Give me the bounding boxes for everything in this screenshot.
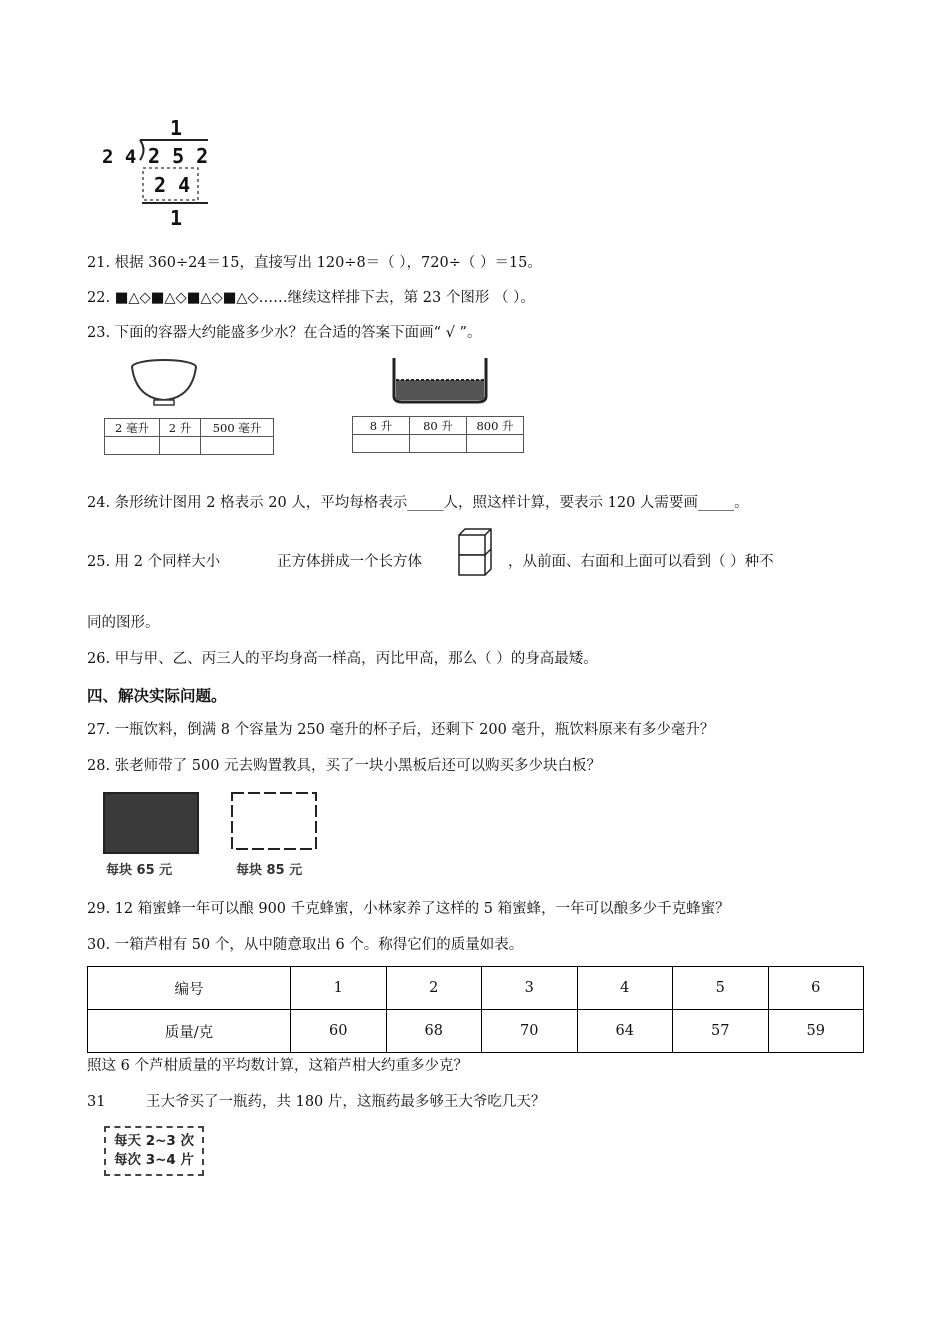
bowl-answer-cell[interactable] (105, 437, 160, 455)
question-30: 30. 一箱芦柑有 50 个，从中随意取出 6 个。称得它们的质量如表。 (87, 937, 524, 953)
table-cell: 4 (577, 967, 673, 1010)
bowl-option: 2 升 (160, 419, 201, 437)
question-25-part4: 同的图形。 (87, 615, 160, 631)
table-cell: 59 (768, 1010, 864, 1053)
division-dividend: 2 5 2 (148, 144, 209, 168)
question-31: 王大爷买了一瓶药，共 180 片，这瓶药最多够王大爷吃几天？ (146, 1094, 546, 1110)
division-remainder: 1 (170, 206, 183, 230)
long-division-figure (100, 118, 220, 233)
dosage-label (104, 1126, 204, 1176)
bowl-answer-cell[interactable] (160, 437, 201, 455)
table-cell: 3 (482, 967, 578, 1010)
division-boxed-product: 2 4 (154, 173, 191, 197)
dosage-line: 每次 3~4 片 (114, 1152, 194, 1168)
tank-option: 8 升 (353, 417, 410, 435)
tank-answer-cell[interactable] (467, 435, 524, 453)
tank-answer-cell[interactable] (353, 435, 410, 453)
question-21: 21. 根据 360÷24＝15，直接写出 120÷8＝（ ），720÷（ ）＝15。 (87, 255, 542, 271)
table-row (88, 967, 864, 1010)
tank-option: 80 升 (410, 417, 467, 435)
table-cell: 70 (482, 1010, 578, 1053)
blackboard-price: 每块 65 元 (106, 863, 173, 878)
table-cell: 60 (291, 1010, 387, 1053)
table-cell: 64 (577, 1010, 673, 1053)
table-cell: 57 (673, 1010, 769, 1053)
row-header: 编号 (88, 967, 291, 1010)
question-25-part1: 25. 用 2 个同样大小 (87, 554, 221, 570)
bowl-option: 2 毫升 (105, 419, 160, 437)
whiteboard-image (229, 790, 319, 852)
table-cell: 6 (768, 967, 864, 1010)
tank-options-table (352, 416, 524, 453)
stacked-cubes-icon (456, 526, 494, 578)
tank-answer-cell[interactable] (410, 435, 467, 453)
table-cell: 5 (673, 967, 769, 1010)
bowl-options-table (104, 418, 274, 455)
question-26: 26. 甲与甲、乙、丙三人的平均身高一样高，丙比甲高，那么（ ）的身高最矮。 (87, 651, 598, 667)
question-23: 23. 下面的容器大约能盛多少水？在合适的答案下面画“ √ ”。 (87, 325, 482, 341)
question-30-followup: 照这 6 个芦柑质量的平均数计算，这箱芦柑大约重多少克？ (87, 1058, 468, 1074)
blackboard-image (103, 792, 199, 854)
question-24: 24. 条形统计图用 2 格表示 20 人，平均每格表示_____人，照这样计算，要表示 120 人需要画_____。 (87, 495, 749, 511)
question-29: 29. 12 箱蜜蜂一年可以酿 900 千克蜂蜜，小林家养了这样的 5 箱蜜蜂，一年可以酿多少千克蜂蜜？ (87, 901, 730, 917)
table-cell: 2 (386, 967, 482, 1010)
question-22: 22. ■△◇■△◇■△◇■△◇……继续这样排下去，第 23 个图形 （ ）。 (87, 290, 535, 306)
bowl-icon (128, 358, 200, 408)
table-row (88, 1010, 864, 1053)
question-25-part2: 正方体拼成一个长方体 (277, 554, 422, 570)
dosage-line: 每天 2~3 次 (114, 1133, 194, 1149)
table-cell: 1 (291, 967, 387, 1010)
mandarin-mass-table (87, 966, 864, 1053)
question-28: 28. 张老师带了 500 元去购置教具，买了一块小黑板后还可以购买多少块白板？ (87, 758, 602, 774)
row-header: 质量/克 (88, 1010, 291, 1053)
bowl-option: 500 毫升 (201, 419, 274, 437)
question-31-number: 31 (87, 1094, 106, 1110)
question-25-part3: ，从前面、右面和上面可以看到（ ）种不 (508, 554, 774, 570)
whiteboard-price: 每块 85 元 (236, 863, 303, 878)
division-divisor: 2 4 (102, 146, 137, 168)
question-27: 27. 一瓶饮料，倒满 8 个容量为 250 毫升的杯子后，还剩下 200 毫升，瓶饮料原来有多少毫升？ (87, 722, 715, 738)
bowl-answer-cell[interactable] (201, 437, 274, 455)
table-cell: 68 (386, 1010, 482, 1053)
division-quotient: 1 (170, 116, 183, 140)
tank-option: 800 升 (467, 417, 524, 435)
section-heading: 四、解决实际问题。 (87, 687, 227, 705)
water-tank-icon (388, 356, 492, 406)
